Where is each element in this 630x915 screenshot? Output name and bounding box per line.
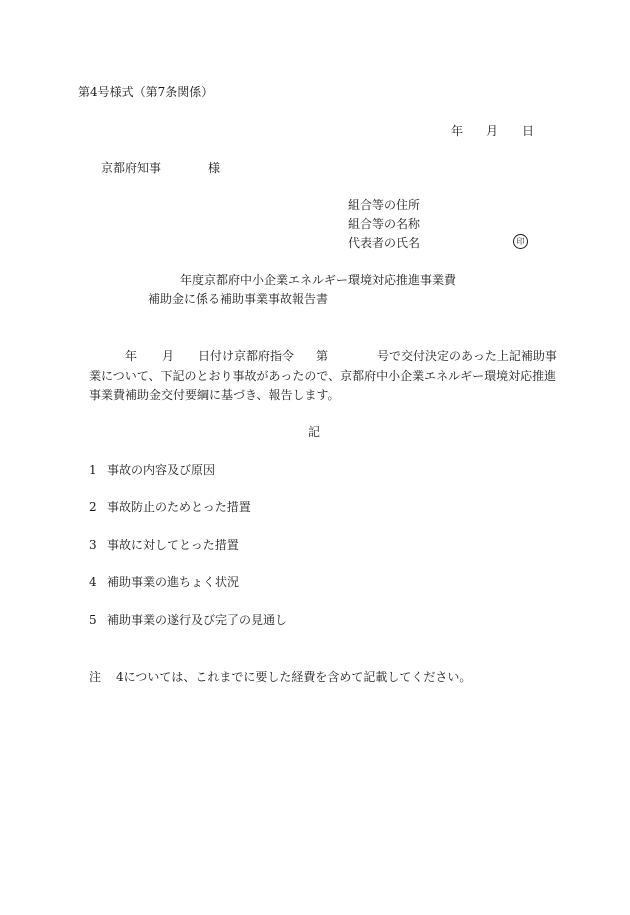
item-text: 事故に対してとった措置 xyxy=(107,538,239,552)
body-year: 年 xyxy=(125,349,138,363)
item-text: 補助事業の進ちょく状況 xyxy=(107,575,240,589)
item-text: 補助事業の遂行及び完了の見通し xyxy=(107,613,288,627)
ki-heading: 記 xyxy=(308,425,321,439)
item-number: 1 xyxy=(89,463,97,477)
item-number: 3 xyxy=(89,538,97,552)
date-year: 年 xyxy=(451,124,464,138)
date-month: 月 xyxy=(486,124,499,138)
date-day: 日 xyxy=(522,124,535,138)
item-number: 4 xyxy=(89,575,97,589)
form-label: 第4号様式（第7条関係） xyxy=(78,85,214,99)
body-day-ref: 日付け京都府指令 xyxy=(198,349,295,363)
body-line-2: 業について、下記のとおり事故があったので、京都府中小企業エネルギー環境対応推進 xyxy=(89,369,557,383)
note-text: 4については、これまでに要した経費を含めて記載してください。 xyxy=(116,670,472,684)
applicant-rep-name-label: 代表者の氏名 xyxy=(348,236,421,250)
item-number: 5 xyxy=(89,613,97,627)
item-number: 2 xyxy=(89,500,97,514)
addressee-honorific: 様 xyxy=(208,161,221,175)
applicant-org-name-label: 組合等の名称 xyxy=(348,217,421,231)
body-rest: 号で交付決定のあった上記補助事 xyxy=(377,349,557,363)
body-no: 第 xyxy=(316,349,329,363)
title-line-2: 補助金に係る補助事業事故報告書 xyxy=(148,292,329,306)
item-text: 事故防止のためとった措置 xyxy=(107,500,251,514)
body-month: 月 xyxy=(162,349,175,363)
note-label: 注 xyxy=(89,670,102,684)
item-text: 事故の内容及び原因 xyxy=(107,463,216,477)
applicant-address-label: 組合等の住所 xyxy=(348,198,421,212)
seal-mark: 印 xyxy=(513,234,528,249)
title-line-1: 年度京都府中小企業エネルギー環境対応推進事業費 xyxy=(180,273,457,287)
body-line-3: 事業費補助金交付要綱に基づき、報告します。 xyxy=(89,388,340,402)
addressee-name: 京都府知事 xyxy=(101,161,162,175)
